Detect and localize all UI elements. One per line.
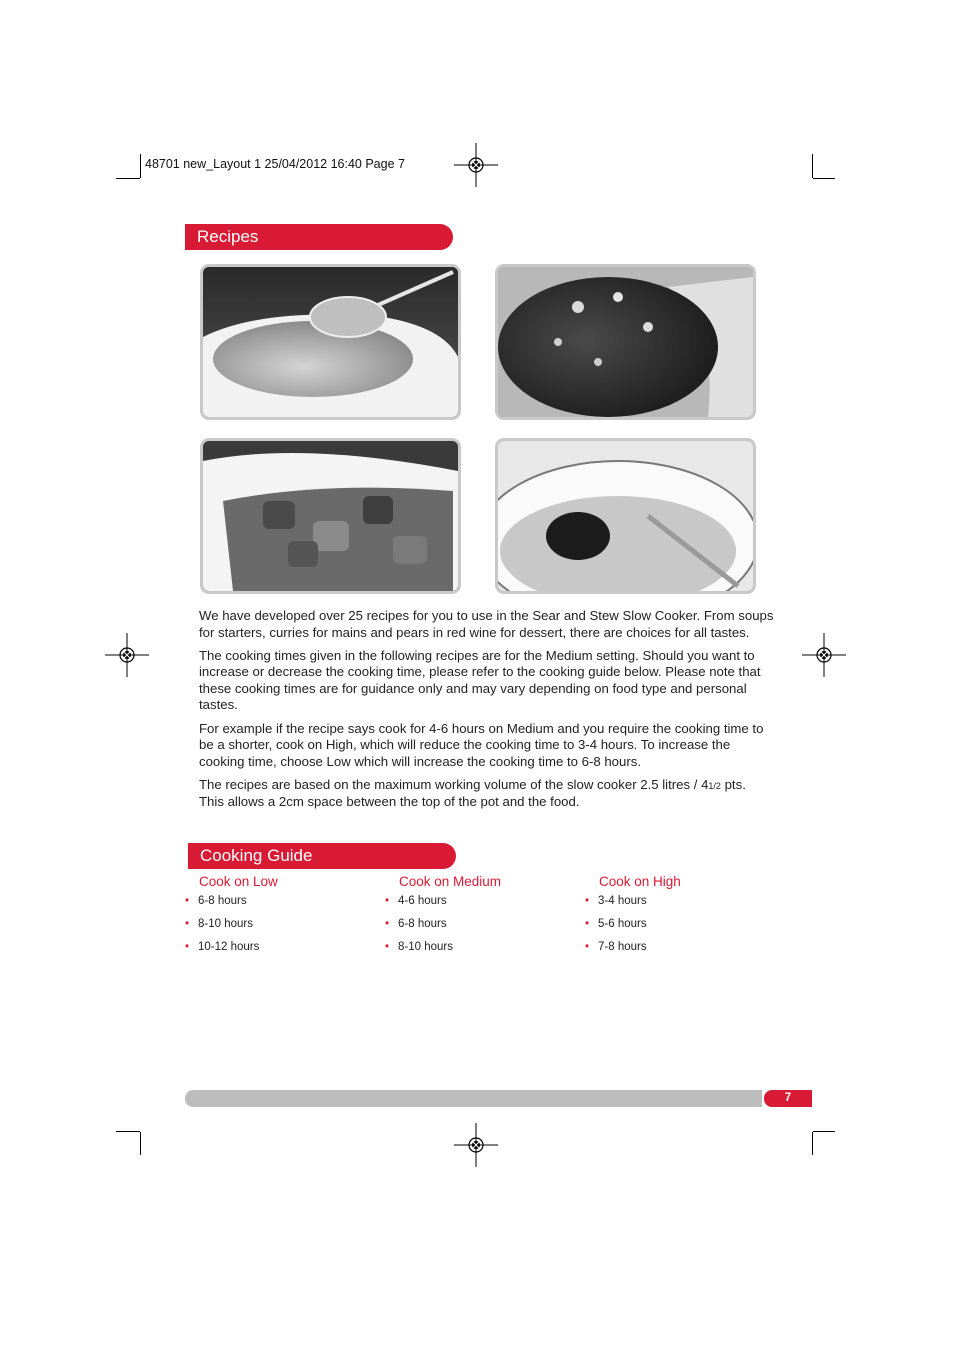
cook-on-high-heading: Cook on High xyxy=(599,874,681,889)
bullet-icon: • xyxy=(185,895,190,907)
list-item: • 6-8 hours xyxy=(185,893,259,916)
bullet-icon: • xyxy=(185,918,190,930)
paragraph-part: The recipes are based on the maximum working volume of the slow cooker 2.5 litres / 4 xyxy=(199,776,709,792)
cook-on-medium-list xyxy=(385,893,453,962)
paragraph: The cooking times given in the following recipes are for the Medium setting. Should you want to increase or decrease the cooking time, please refer to the cooking guide below. Please note that these cooking times are for guidance only and may vary depending on food type and personal tastes. xyxy=(199,647,761,713)
curry-photo xyxy=(200,438,461,594)
cooking-guide-banner-label: Cooking Guide xyxy=(200,846,313,865)
cooking-guide-banner xyxy=(188,843,456,869)
bullet-icon: • xyxy=(385,941,390,953)
page-number: 7 xyxy=(764,1090,812,1107)
paragraph-part: pts. This allows a 2cm space between the top of the pot and the food. xyxy=(199,776,746,810)
list-item: • 5-6 hours xyxy=(585,916,647,939)
recipes-banner-label: Recipes xyxy=(197,227,259,246)
registration-mark-icon xyxy=(105,633,149,677)
list-item: • 6-8 hours xyxy=(385,916,453,939)
intro-text xyxy=(199,608,774,818)
list-item: • 4-6 hours xyxy=(385,893,453,916)
cook-on-medium-heading: Cook on Medium xyxy=(399,874,502,889)
bullet-icon: • xyxy=(585,895,590,907)
list-item: • 8-10 hours xyxy=(385,939,453,962)
paragraph: For example if the recipe says cook for 4-6 hours on Medium and you require the cooking time to be a shorter, cook on High, which will reduce the cooking time to 3-4 hours. To increase the cooking time, choose Low which will increase the cooking time to 6-8 hours. xyxy=(199,720,764,769)
footer-bar xyxy=(185,1090,762,1107)
bullet-icon: • xyxy=(585,941,590,953)
bullet-icon: • xyxy=(185,941,190,953)
bolognese-photo xyxy=(495,264,756,420)
list-item: • 7-8 hours xyxy=(585,939,647,962)
bullet-icon: • xyxy=(585,918,590,930)
cook-on-low-list xyxy=(185,893,259,962)
list-item: • 10-12 hours xyxy=(185,939,259,962)
rice-pudding-photo xyxy=(495,438,756,594)
recipes-banner xyxy=(185,224,453,250)
list-item: • 8-10 hours xyxy=(185,916,259,939)
print-slug: 48701 new_Layout 1 25/04/2012 16:40 Page 7 xyxy=(145,157,405,171)
paragraph: We have developed over 25 recipes for you to use in the Sear and Stew Slow Cooker. From soups for starters, curries for mains and pears in red wine for dessert, there are choices for all tastes. xyxy=(199,608,774,640)
list-item: • 3-4 hours xyxy=(585,893,647,916)
bullet-icon: • xyxy=(385,895,390,907)
registration-mark-icon xyxy=(802,633,846,677)
registration-mark-icon xyxy=(454,143,498,187)
paragraph xyxy=(199,777,774,811)
bullet-icon: • xyxy=(385,918,390,930)
registration-mark-icon xyxy=(454,1123,498,1167)
cook-on-high-list xyxy=(585,893,647,962)
cook-on-low-heading: Cook on Low xyxy=(199,874,278,889)
soup-photo xyxy=(200,264,461,420)
fraction: 1/2 xyxy=(708,780,721,791)
